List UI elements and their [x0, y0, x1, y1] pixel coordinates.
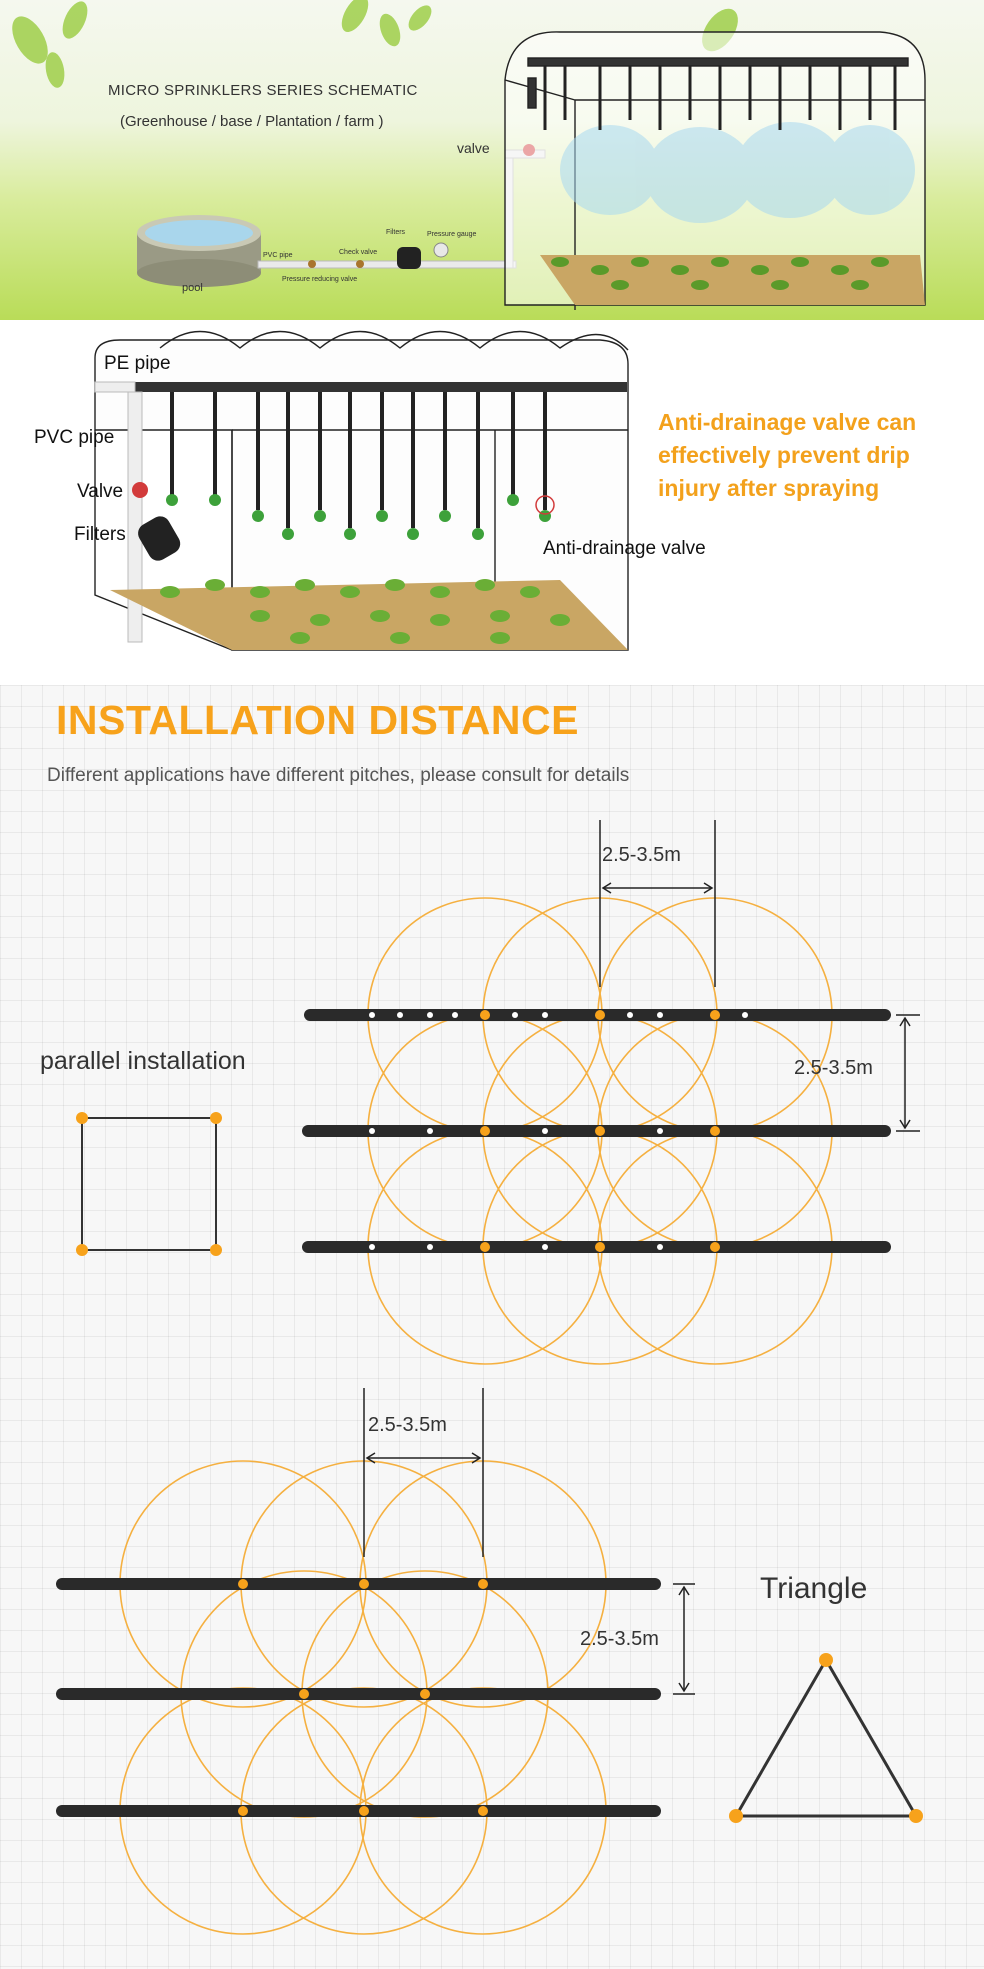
filters-label: Filters — [74, 524, 126, 545]
triangle-diagram — [62, 1388, 923, 1934]
valve-icon — [132, 482, 148, 498]
supply-pipe — [258, 144, 545, 269]
installation-heading: INSTALLATION DISTANCE — [56, 697, 579, 743]
plant-bed — [540, 255, 925, 305]
parallel-vertical-dimension — [896, 1015, 920, 1131]
valve-label: valve — [457, 140, 490, 156]
installation-diagrams — [0, 685, 984, 1969]
triangle-horizontal-spacing: 2.5-3.5m — [368, 1414, 447, 1436]
pressure-gauge-label: Pressure gauge — [427, 231, 477, 238]
triangle-vertical-spacing: 2.5-3.5m — [580, 1628, 659, 1650]
parallel-vertical-spacing: 2.5-3.5m — [794, 1057, 873, 1079]
pressure-reducing-valve-label: Pressure reducing valve — [282, 276, 358, 283]
detail-plant-bed — [110, 579, 628, 650]
schematic-illustration — [0, 0, 984, 320]
check-valve-label: Check valve — [339, 249, 378, 256]
pvc-pipe-small-label: PVC pipe — [263, 252, 293, 259]
pool-illustration — [137, 215, 261, 287]
greenhouse-detail — [0, 320, 984, 685]
pe-pipe — [132, 382, 627, 392]
triangle-vertical-dimension — [673, 1584, 695, 1694]
valve-detail-label: Valve — [77, 481, 124, 502]
parallel-installation-label: parallel installation — [40, 1047, 246, 1075]
pe-pipe-label: PE pipe — [104, 353, 171, 374]
parallel-horizontal-spacing: 2.5-3.5m — [602, 844, 681, 866]
anti-drainage-valve-label: Anti-drainage valve — [543, 538, 706, 559]
pvc-pipe-label: PVC pipe — [34, 427, 115, 448]
schematic-banner — [0, 0, 984, 320]
triangle-label: Triangle — [760, 1572, 868, 1605]
triangle-icon — [729, 1653, 923, 1823]
pool-label: pool — [182, 282, 203, 294]
anti-drainage-note: Anti-drainage valve can effectively prevent drip injury after spraying — [658, 409, 917, 501]
schematic-title: MICRO SPRINKLERS SERIES SCHEMATIC — [108, 82, 418, 99]
filters-small-label: Filters — [386, 229, 406, 236]
parallel-diagram — [76, 820, 920, 1364]
triangle-pipes — [62, 1584, 655, 1811]
installation-distance-section — [0, 685, 984, 1969]
pvc-pipe-elbow — [95, 382, 135, 392]
parallel-square-icon — [76, 1112, 222, 1256]
schematic-subtitle: (Greenhouse / base / Plantation / farm ) — [120, 113, 384, 130]
installation-subheading: Different applications have different pitches, please consult for details — [47, 765, 630, 786]
